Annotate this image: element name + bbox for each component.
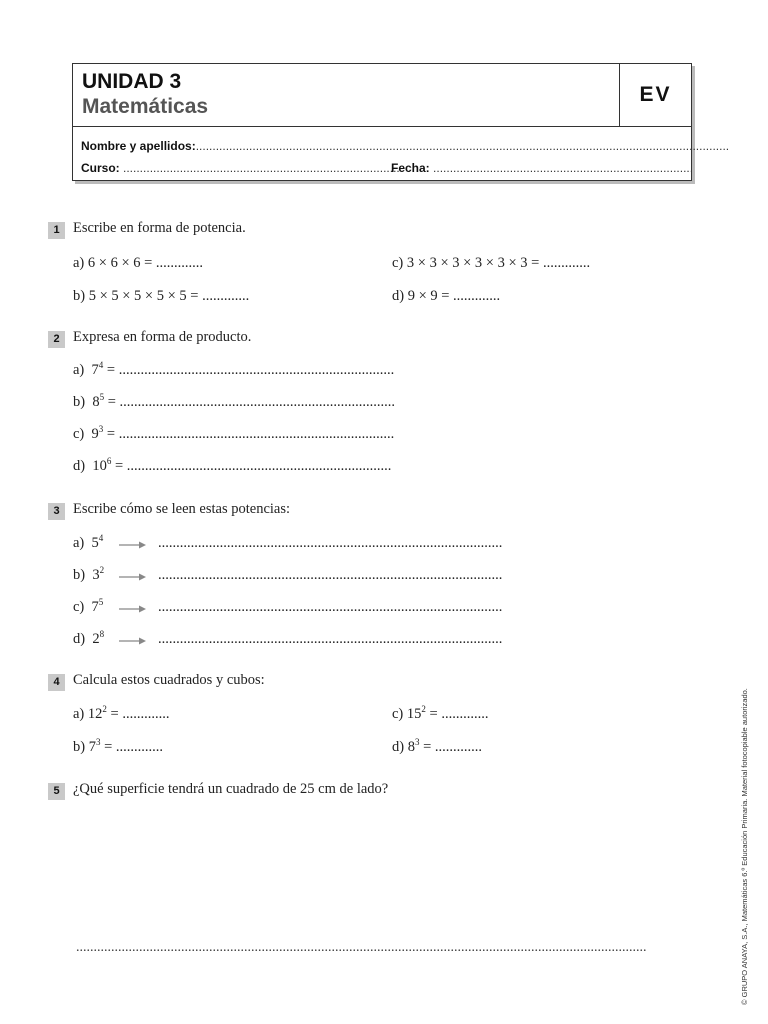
exercise-5-title: ¿Qué superficie tendrá un cuadrado de 25 cm de lado? <box>73 781 389 797</box>
arrow-right-icon <box>119 572 147 582</box>
exercise-2-item-b: b) $8^5$ = ............................................................................ <box>73 392 396 410</box>
exercise-number-1: 1 <box>48 222 65 239</box>
date-dots: .............................................................................. <box>433 161 694 175</box>
course-label: Curso: <box>81 161 120 175</box>
exercise-number-3: 3 <box>48 503 65 520</box>
exercise-1-item-b: b) 5 × 5 × 5 × 5 × 5 = ............. <box>73 288 250 304</box>
copyright-notice: © GRUPO ANAYA, S.A., Matemáticas 6.º Educación Primaria. Material fotocopiable autorizado. <box>740 688 749 1005</box>
exercise-5-answer-line[interactable]: ................................................................................................................................................................... <box>76 940 647 955</box>
date-field-row[interactable] <box>391 161 694 175</box>
exercise-2-item-c: c) $9^3$ = ............................................................................ <box>73 424 395 442</box>
exercise-number-5: 5 <box>48 783 65 800</box>
name-dots: ................................................................................................................................................................ <box>195 139 730 153</box>
course-dots: ................................................................................... <box>123 161 400 175</box>
exercise-3-answer-d: ............................................................................................... <box>158 631 503 647</box>
arrow-right-icon <box>119 636 147 646</box>
exercise-3-item-a: a) $5^4$ <box>73 533 104 551</box>
unit-title: UNIDAD 3 <box>82 70 182 93</box>
exercise-3-item-b: b) $3^2$ <box>73 565 105 583</box>
exercise-4-item-b: b) $7^3$ = ............. <box>73 737 164 755</box>
exercise-2-item-a: a) $7^4$ = ............................................................................ <box>73 360 395 378</box>
exercise-number-4: 4 <box>48 674 65 691</box>
worksheet-header <box>72 63 730 181</box>
arrow-right-icon <box>119 540 147 550</box>
name-label: Nombre y apellidos: <box>81 139 196 153</box>
exercise-4-item-a: a) $12^2$ = ............. <box>73 704 170 722</box>
exercise-4-item-d: d) $8^3$ = ............. <box>392 737 483 755</box>
course-field-row[interactable] <box>81 161 400 175</box>
exercise-3-answer-a: ............................................................................................... <box>158 535 503 551</box>
exercise-3-answer-b: ............................................................................................... <box>158 567 503 583</box>
exercise-3-title: Escribe cómo se leen estas potencias: <box>73 501 291 517</box>
exercise-4-item-c: c) $15^2$ = ............. <box>392 704 489 722</box>
name-field-row[interactable] <box>81 139 730 153</box>
date-label: Fecha: <box>391 161 430 175</box>
exercise-3-item-d: d) $2^8$ <box>73 629 105 647</box>
exercise-1-item-d: d) 9 × 9 = ............. <box>392 288 501 304</box>
header-title-area <box>73 64 691 127</box>
exercise-4-title: Calcula estos cuadrados y cubos: <box>73 672 265 688</box>
subject-title: Matemáticas <box>82 95 209 118</box>
exercise-1-title: Escribe en forma de potencia. <box>73 220 246 236</box>
exercise-3-item-c: c) $7^5$ <box>73 597 104 615</box>
exercise-1-item-c: c) 3 × 3 × 3 × 3 × 3 × 3 = ............. <box>392 255 591 271</box>
exercise-1-item-a: a) 6 × 6 × 6 = ............. <box>73 255 204 271</box>
evaluation-badge: EV <box>619 64 691 126</box>
exercise-2-item-d: d) $10^6$ = ......................................................................... <box>73 456 392 474</box>
exercise-number-2: 2 <box>48 331 65 348</box>
exercise-2-title: Expresa en forma de producto. <box>73 329 252 345</box>
arrow-right-icon <box>119 604 147 614</box>
exercise-3-answer-c: ............................................................................................... <box>158 599 503 615</box>
